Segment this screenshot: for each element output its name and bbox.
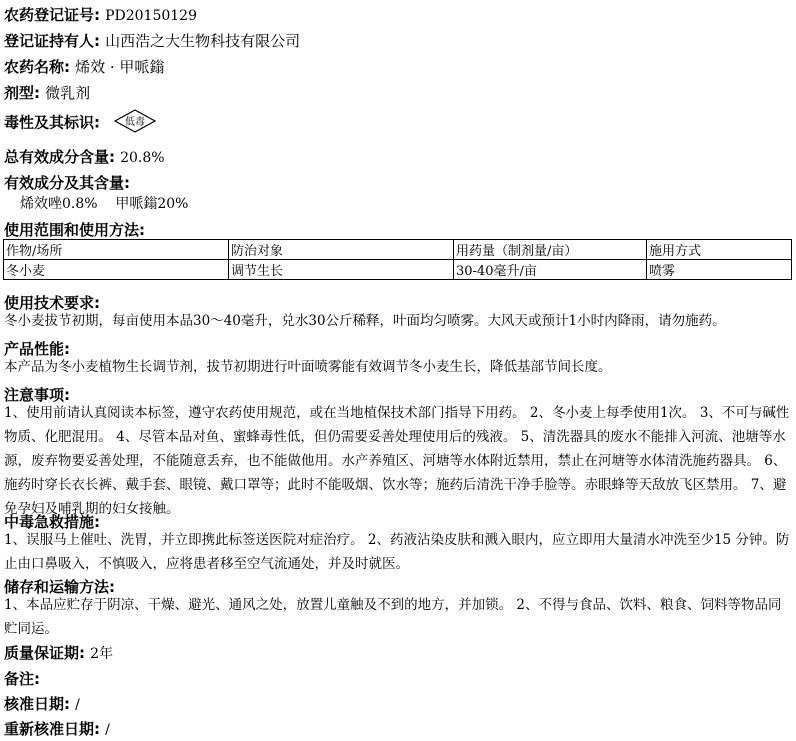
pesticide-name	[4, 56, 164, 77]
firstaid-label: 中毒急救措施:	[4, 513, 100, 531]
usage-header-crop: 作物/场所	[4, 240, 229, 260]
usage-table-header-row	[4, 240, 792, 260]
usage-cell-target: 调节生长	[229, 260, 454, 280]
approval-date	[4, 693, 80, 714]
tech-label: 使用技术要求:	[4, 294, 100, 312]
registration-number	[4, 4, 197, 25]
tech-text: 冬小麦拔节初期，每亩使用本品30～40毫升，兑水30公斤稀释，叶面均匀喷雾。大风天或预计1小时内降雨，请勿施药。	[4, 313, 726, 329]
storage-label: 储存和运输方法:	[4, 578, 115, 596]
shelf-life	[4, 642, 113, 663]
reapproval-date-value: /	[105, 722, 110, 738]
usage-cell-crop: 冬小麦	[4, 260, 229, 280]
caution-text: 1、使用前请认真阅读本标签，遵守农药使用规范，或在当地植保技术部门指导下用药。 2、冬小麦上每季使用1次。 3、不可与碱性物质、化肥混用。 4、尽管本品对鱼、蜜蜂毒性低，但仍需要妥善处理使用后的残液。 5、清洗器具的废水不能排入河流、池塘等水源，废弃物要妥善处理，不能随意丢弃，也不能做他用。水产养殖区、河塘等水体附近禁用，禁止在河塘等水体清洗施药器具。 6、施药时穿长衣长裤、戴手套、眼镜、戴口罩等；此时不能吸烟、饮水等；施药后清洗干净手脸等。赤眼蜂等天敌放飞区禁用。 7、避免孕妇及哺乳期的妇女接触。	[4, 405, 790, 517]
notes-label: 备注:	[4, 670, 40, 688]
usage-header-target: 防治对象	[229, 240, 454, 260]
ingredients-value-line	[20, 193, 189, 213]
formulation-value: 微乳剂	[45, 84, 91, 102]
ingredients-value: 烯效唑0.8% 甲哌鎓20%	[20, 196, 189, 212]
usage-heading	[4, 219, 145, 240]
total-content	[4, 146, 165, 167]
storage-text: 1、本品应贮存于阴凉、干燥、避光、通风之处，放置儿童触及不到的地方，并加锁。 2、不得与食品、饮料、粮食、饲料等物品同贮同运。	[4, 597, 782, 637]
approval-date-value: /	[75, 697, 80, 713]
toxicity-badge-icon	[113, 108, 157, 138]
registration-number-label: 农药登记证号:	[4, 6, 100, 24]
caution-label: 注意事项:	[4, 386, 70, 404]
formulation	[4, 82, 90, 103]
registration-holder-value: 山西浩之大生物科技有限公司	[105, 32, 301, 50]
notes	[4, 668, 40, 689]
pesticide-name-value: 烯效 · 甲哌鎓	[75, 58, 165, 76]
approval-date-label: 核准日期:	[4, 695, 70, 713]
total-content-value: 20.8%	[120, 150, 165, 166]
registration-holder	[4, 30, 300, 51]
total-content-label: 总有效成分含量:	[4, 148, 115, 166]
shelf-life-value: 2年	[90, 646, 114, 662]
registration-number-value: PD20150129	[105, 8, 197, 24]
formulation-label: 剂型:	[4, 84, 40, 102]
usage-cell-dosage: 30-40毫升/亩	[454, 260, 647, 280]
firstaid-text: 1、误服马上催吐、洗胃，并立即携此标签送医院对症治疗。 2、药液沾染皮肤和溅入眼内，应立即用大量清水冲洗至少15 分钟。防止由口鼻吸入，不慎吸入，应将患者移至空气流通处，并及时就医。	[4, 532, 790, 572]
usage-label: 使用范围和使用方法:	[4, 221, 145, 239]
pesticide-name-label: 农药名称:	[4, 58, 70, 76]
perf-label: 产品性能:	[4, 340, 70, 358]
usage-table	[3, 239, 792, 280]
toxicity-badge-text: 低毒	[125, 117, 146, 128]
perf-text: 本产品为冬小麦植物生长调节剂，拔节初期进行叶面喷雾能有效调节冬小麦生长，降低基部节间长度。	[4, 359, 612, 375]
ingredients-label: 有效成分及其含量:	[4, 174, 130, 192]
usage-cell-method: 喷雾	[647, 260, 792, 280]
usage-header-method: 施用方式	[647, 240, 792, 260]
ingredients-heading	[4, 172, 130, 193]
toxicity	[4, 108, 157, 138]
toxicity-label: 毒性及其标识:	[4, 113, 100, 132]
shelf-life-label: 质量保证期:	[4, 644, 85, 662]
usage-header-dosage: 用药量（制剂量/亩）	[454, 240, 647, 260]
registration-holder-label: 登记证持有人:	[4, 32, 100, 50]
reapproval-date	[4, 718, 110, 739]
reapproval-date-label: 重新核准日期:	[4, 720, 100, 738]
table-row	[4, 260, 792, 280]
